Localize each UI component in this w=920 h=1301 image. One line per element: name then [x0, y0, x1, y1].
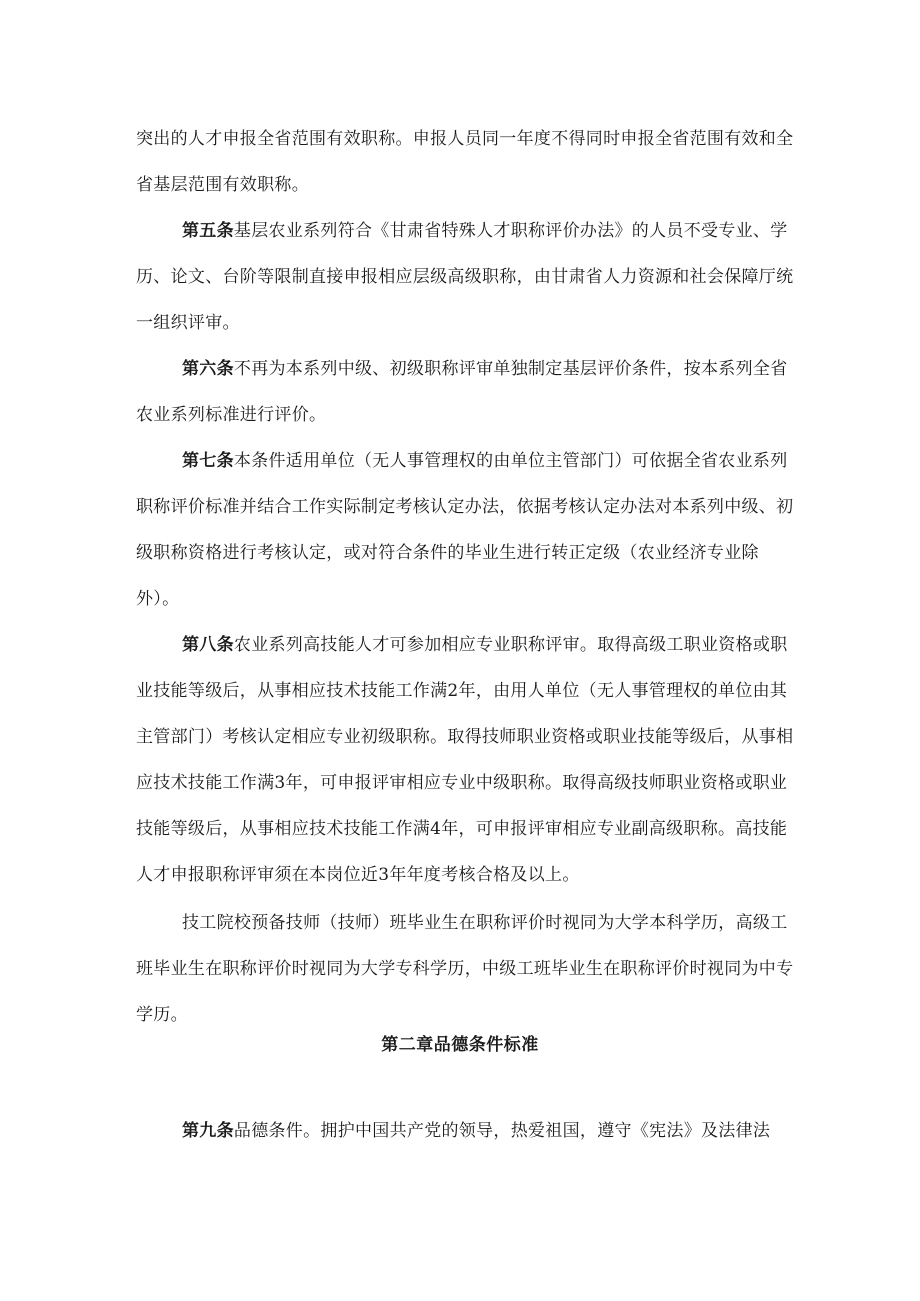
article-number: 第九条 [182, 1121, 234, 1141]
article-number: 第六条 [182, 359, 234, 379]
paragraph-line: 外）。 [136, 589, 180, 609]
paragraph-line: 人才申报职称评审须在本岗位近3年年度考核合格及以上。 [136, 865, 580, 885]
paragraph-line: 级职称资格进行考核认定，或对符合条件的毕业生进行转正定级（农业经济专业除 [136, 543, 759, 563]
paragraph-line: 学历。 [136, 1005, 188, 1025]
paragraph-line: 职称评价标准并结合工作实际制定考核认定办法，依据考核认定办法对本系列中级、初 [136, 497, 794, 517]
paragraph-line: 农业系列标准进行评价。 [136, 405, 327, 425]
paragraph-line: 技能等级后，从事相应技术技能工作满4年，可申报评审相应专业副高级职称。高技能 [136, 819, 788, 839]
article-5-line: 第五条基层农业系列符合《甘肃省特殊人才职称评价办法》的人员不受专业、学 [182, 221, 788, 241]
article-6-line: 第六条不再为本系列中级、初级职称评审单独制定基层评价条件，按本系列全省 [182, 359, 788, 379]
article-number: 第五条 [182, 221, 234, 241]
paragraph-line: 业技能等级后，从事相应技术技能工作满2年，由用人单位（无人事管理权的单位由其 [136, 681, 788, 701]
paragraph-line: 省基层范围有效职称。 [136, 175, 309, 195]
article-7-line: 第七条本条件适用单位（无人事管理权的由单位主管部门）可依据全省农业系列 [182, 451, 788, 471]
article-9-line: 第九条品德条件。拥护中国共产党的领导，热爱祖国，遵守《宪法》及法律法 [182, 1121, 771, 1141]
article-number: 第八条 [182, 635, 234, 655]
chapter-title: 第二章品德条件标准 [381, 1035, 539, 1055]
paragraph-line: 班毕业生在职称评价时视同为大学专科学历，中级工班毕业生在职称评价时视同为中专 [136, 959, 794, 979]
paragraph-line: 突出的人才申报全省范围有效职称。申报人员同一年度不得同时申报全省范围有效和全 [136, 129, 794, 149]
paragraph-line: 技工院校预备技师（技师）班毕业生在职称评价时视同为大学本科学历，高级工 [182, 913, 788, 933]
paragraph-line: 主管部门）考核认定相应专业初级职称。取得技师职业资格或职业技能等级后，从事相 [136, 727, 794, 747]
article-8-line: 第八条农业系列高技能人才可参加相应专业职称评审。取得高级工职业资格或职 [182, 635, 788, 655]
paragraph-line: 一组织评审。 [136, 313, 240, 333]
paragraph-line: 应技术技能工作满3年，可申报评审相应专业中级职称。取得高级技师职业资格或职业 [136, 773, 788, 793]
article-number: 第七条 [182, 451, 234, 471]
paragraph-line: 历、论文、台阶等限制直接申报相应层级高级职称，由甘肃省人力资源和社会保障厅统 [136, 267, 794, 287]
